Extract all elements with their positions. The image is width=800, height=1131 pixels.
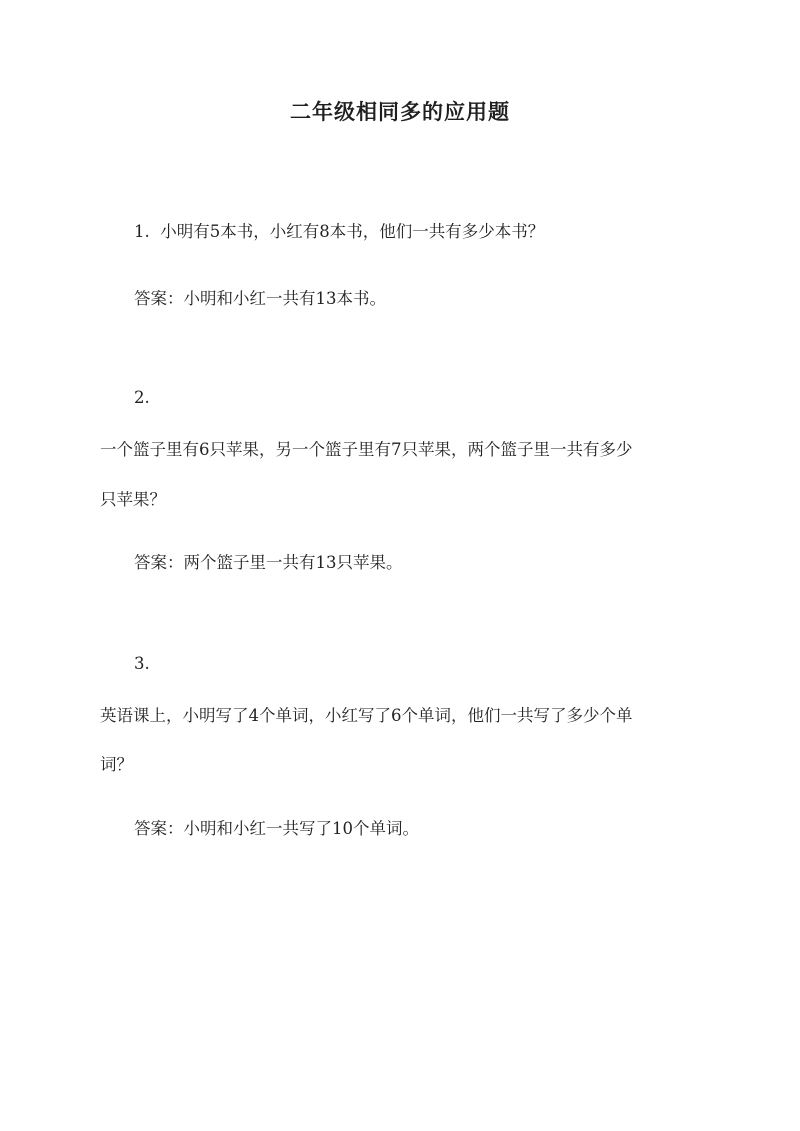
question-2-text-line-2: 只苹果？ — [100, 490, 166, 509]
question-1-answer: 答案：小明和小红一共有13本书。 — [134, 289, 386, 308]
question-3-text-line-1: 英语课上，小明写了4个单词，小红写了6个单词，他们一共写了多少个单 — [100, 706, 633, 725]
question-2-answer: 答案：两个篮子里一共有13只苹果。 — [134, 553, 403, 572]
question-1-text: 小明有5本书，小红有8本书，他们一共有多少本书？ — [160, 222, 545, 241]
question-3-number: 3. — [134, 654, 150, 673]
question-3-text-line-2: 词？ — [100, 755, 133, 774]
question-1-line — [134, 218, 544, 242]
question-3-answer: 答案：小明和小红一共写了10个单词。 — [134, 819, 419, 838]
question-2-number: 2. — [134, 388, 150, 407]
question-1-number: 1. — [134, 222, 150, 241]
question-2-text-line-1: 一个篮子里有6只苹果，另一个篮子里有7只苹果，两个篮子里一共有多少 — [100, 440, 633, 459]
page-title: 二年级相同多的应用题 — [290, 99, 510, 124]
